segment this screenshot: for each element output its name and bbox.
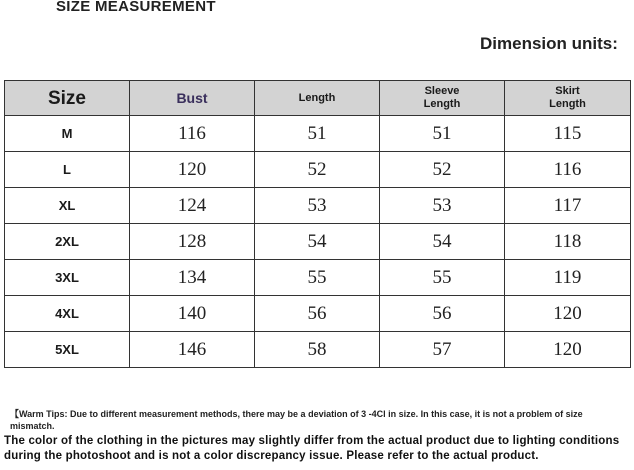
skirt-length-cell: 119 (505, 260, 631, 296)
size-cell: 2XL (5, 224, 130, 260)
size-cell: XL (5, 188, 130, 224)
sleeve-length-cell: 56 (380, 296, 505, 332)
table-row (5, 296, 631, 332)
size-cell: 5XL (5, 332, 130, 368)
length-cell: 52 (255, 152, 380, 188)
table-header-row (5, 81, 631, 116)
header-size: Size (5, 81, 130, 116)
skirt-length-cell: 117 (505, 188, 631, 224)
bust-cell: 116 (130, 116, 255, 152)
length-cell: 56 (255, 296, 380, 332)
skirt-length-cell: 120 (505, 332, 631, 368)
length-cell: 51 (255, 116, 380, 152)
header-skirt-length: Skirt Length (505, 81, 631, 116)
warm-tips-note: 【Warm Tips: Due to different measurement methods, there may be a deviation of 3 -4Cl in size. In this case, it is not a problem of size mismatch. (10, 409, 583, 431)
size-chart-table (4, 80, 631, 368)
header-bust: Bust (130, 81, 255, 116)
sleeve-length-cell: 55 (380, 260, 505, 296)
bust-cell: 146 (130, 332, 255, 368)
table-row (5, 260, 631, 296)
length-cell: 55 (255, 260, 380, 296)
bust-cell: 134 (130, 260, 255, 296)
size-cell: M (5, 116, 130, 152)
sleeve-length-cell: 51 (380, 116, 505, 152)
sleeve-length-cell: 54 (380, 224, 505, 260)
bust-cell: 128 (130, 224, 255, 260)
color-disclaimer: The color of the clothing in the pictures may slightly differ from the actual product due to lighting conditions during the photoshoot and is not a color discrepancy issue. Please refer to the actual product. (4, 435, 620, 462)
bust-cell: 124 (130, 188, 255, 224)
size-cell: 3XL (5, 260, 130, 296)
skirt-length-cell: 118 (505, 224, 631, 260)
skirt-length-cell: 116 (505, 152, 631, 188)
length-cell: 54 (255, 224, 380, 260)
sleeve-length-cell: 53 (380, 188, 505, 224)
bust-cell: 120 (130, 152, 255, 188)
table-row (5, 116, 631, 152)
sleeve-length-cell: 57 (380, 332, 505, 368)
skirt-length-cell: 115 (505, 116, 631, 152)
skirt-length-cell: 120 (505, 296, 631, 332)
page-title: SIZE MEASUREMENT (56, 0, 216, 15)
length-cell: 58 (255, 332, 380, 368)
length-cell: 53 (255, 188, 380, 224)
table-row (5, 188, 631, 224)
table-row (5, 152, 631, 188)
table-row (5, 224, 631, 260)
size-cell: L (5, 152, 130, 188)
sleeve-length-cell: 52 (380, 152, 505, 188)
bust-cell: 140 (130, 296, 255, 332)
size-cell: 4XL (5, 296, 130, 332)
header-sleeve-length: Sleeve Length (380, 81, 505, 116)
dimension-units-label: Dimension units: (480, 34, 618, 53)
header-length: Length (255, 81, 380, 116)
table-row (5, 332, 631, 368)
